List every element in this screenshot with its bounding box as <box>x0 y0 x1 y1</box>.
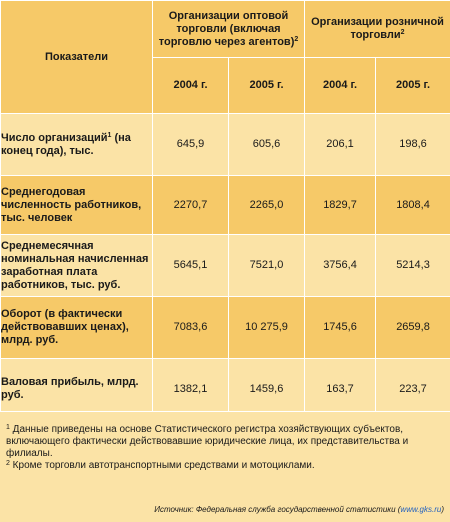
table-cell: 7083,6 <box>153 297 229 359</box>
table-row <box>1 297 450 359</box>
table-cell: 645,9 <box>153 114 229 176</box>
retail-group-header: Организации розничной торговли$^2$ <box>305 1 450 58</box>
table-cell: 5645,1 <box>153 235 229 297</box>
source-link[interactable]: www.gks.ru <box>400 505 442 514</box>
table-cell: 1808,4 <box>376 176 450 235</box>
year-header-retail-2005: 2005 г. <box>376 58 450 114</box>
row-label-salary: Среднемесячная номинальная начисленная заработная плата работников, тыс. руб. <box>1 235 153 297</box>
table-cell: 10 275,9 <box>229 297 305 359</box>
table-cell: 2265,0 <box>229 176 305 235</box>
table-cell: 206,1 <box>305 114 376 176</box>
table-cell: 1459,6 <box>229 359 305 420</box>
table-cell: 1829,7 <box>305 176 376 235</box>
table-cell: 2659,8 <box>376 297 450 359</box>
table-cell: 1745,6 <box>305 297 376 359</box>
wholesale-group-header: Организации оптовой торговли (включая торговлю через агентов)$^2$ <box>153 1 305 58</box>
table-cell: 7521,0 <box>229 235 305 297</box>
table-cell: 605,6 <box>229 114 305 176</box>
row-label-turnover: Оборот (в фактически действовавших ценах), млрд. руб. <box>1 297 153 359</box>
table-cell: 5214,3 <box>376 235 450 297</box>
table-cell: 1382,1 <box>153 359 229 420</box>
year-header-retail-2004: 2004 г. <box>305 58 376 114</box>
row-label-employees: Среднегодовая численность работников, тыс. человек <box>1 176 153 235</box>
indicator-column-header: Показатели <box>1 1 153 114</box>
table-cell: 2270,7 <box>153 176 229 235</box>
table-row <box>1 114 450 176</box>
table-cell: 163,7 <box>305 359 376 420</box>
table-row <box>1 176 450 235</box>
footnote-2: $^2$ Кроме торговли автотранспортными средствами и мотоциклами. <box>6 460 315 471</box>
source-line: Источник: Федеральная служба государственной статистики (www.gks.ru) <box>154 505 444 514</box>
table-cell: 3756,4 <box>305 235 376 297</box>
table-row <box>1 235 450 297</box>
year-header-wholesale-2005: 2005 г. <box>229 58 305 114</box>
year-header-wholesale-2004: 2004 г. <box>153 58 229 114</box>
table-cell: 198,6 <box>376 114 450 176</box>
row-label-gross-profit: Валовая прибыль, млрд. руб. <box>1 359 153 420</box>
footnote-1: $^1$ Данные приведены на основе Статистического регистра хозяйствующих субъектов, включающего фактически действовавшие юридические лица, их представительства и филиалы. <box>6 424 409 459</box>
row-label-organizations: Число организаций$^1$ (на конец года), тыс. <box>1 114 153 176</box>
footnotes <box>0 411 450 522</box>
table-cell: 223,7 <box>376 359 450 420</box>
